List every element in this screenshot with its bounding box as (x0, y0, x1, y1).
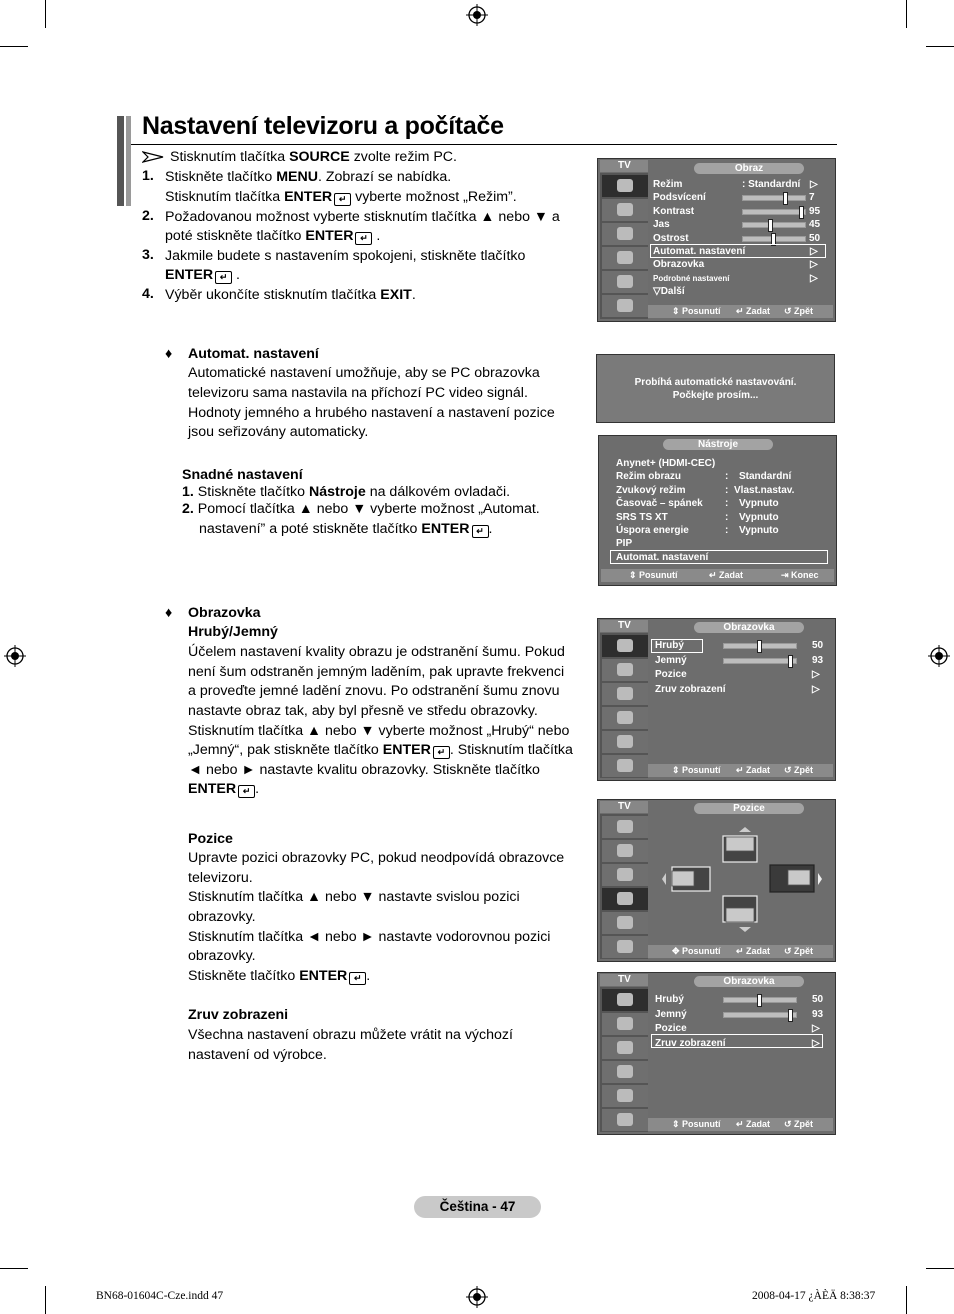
osd-row-separator: : (725, 498, 729, 510)
paragraph-line: Upravte pozici obrazovky PC, pokud neodpovídá obrazovce (188, 850, 565, 866)
application-icon (602, 936, 648, 958)
footer-move: ⇕ Posunutí (672, 306, 721, 316)
osd-slider-knob (757, 994, 762, 1007)
osd-slider-knob (788, 1009, 793, 1022)
osd-row-separator: : (725, 525, 729, 536)
paragraph-line: a proveďte jemné ladění znovu. Po odstranění šumu znovu (188, 683, 560, 699)
picture-icon (602, 175, 648, 197)
input-icon (602, 912, 648, 934)
osd-footer (648, 945, 833, 958)
osd-row-value: 50 (812, 640, 824, 651)
paragraph-line: Hodnoty jemného a hrubého nastavení a nastavení pozice (188, 405, 555, 421)
crop-mark (45, 0, 46, 28)
paragraph-line: jsou seřizovány automaticky. (188, 424, 369, 440)
message-line: Počkejte prosím... (672, 390, 759, 401)
paragraph-line: televizoru sama nastavila na příchozí PC video signál. (188, 385, 528, 401)
application-icon (602, 755, 648, 777)
osd-row-label: Anynet+ (HDMI-CEC) (616, 458, 716, 469)
osd-row-label: Ostrost (653, 232, 689, 244)
osd-slider-track (742, 195, 806, 201)
title-accent-bar (117, 116, 124, 206)
enter-key-icon: ↵ (215, 271, 232, 284)
osd-row-value: Vlast.nastav. (734, 484, 795, 496)
enter-key-icon: ↵ (334, 193, 351, 206)
osd-row-label: Režim obrazu (616, 471, 682, 483)
step-text: Požadovanou možnost vyberte stisknutím tlačítka ▲ nebo ▼ a (165, 209, 560, 225)
osd-row-value: 45 (809, 219, 821, 231)
osd-row-label: Automat. nastavení (653, 246, 746, 257)
paragraph-line: Účelem nastavení kvality obrazu je odstranění šumu. Pokud (188, 644, 565, 660)
osd-screen-menu (597, 618, 836, 781)
osd-row-label: Automat. nastavení (616, 551, 709, 563)
step-text: Stisknutím tlačítka ENTER ↵ vyberte možnost „Režim”. (165, 189, 517, 205)
osd-title: Obrazovka (694, 622, 804, 633)
settings-icon (602, 247, 648, 269)
paragraph-line: obrazovky. (188, 909, 256, 925)
submenu-arrow-icon: ▷ (812, 683, 820, 695)
subsection-heading: Pozice (188, 831, 233, 847)
step-text: Jakmile budete s nastavením spokojeni, stiskněte tlačítko (165, 248, 526, 264)
registration-mark-icon (4, 645, 26, 667)
print-footer-right: 2008-04-17 ¿ÀÈÄ 8:38:37 (752, 1290, 876, 1302)
osd-slider-knob (783, 192, 788, 205)
footer-back: ↺ Zpět (784, 946, 814, 956)
channel-icon (602, 223, 648, 245)
osd-screen-menu-reset (597, 972, 836, 1135)
footer-back: ↺ Zpět (784, 306, 814, 316)
osd-auto-adjust-message (596, 354, 835, 423)
intro-line: Stisknutím tlačítka SOURCE zvolte režim PC. (170, 149, 457, 165)
osd-row-label: Zruv zobrazení (655, 1037, 726, 1049)
osd-row-label: Obrazovka (653, 259, 705, 271)
osd-row-label: Režim (653, 179, 683, 190)
osd-row-label: Podrobné nastavení (653, 273, 730, 283)
subsection-heading: Snadné nastavení (182, 467, 303, 483)
subsection-heading: Hrubý/Jemný (188, 624, 278, 640)
osd-picture-menu (597, 158, 836, 322)
section-heading: Obrazovka (188, 605, 261, 621)
easy-step: nastavení” a poté stiskněte tlačítko ENTER ↵ . (199, 521, 493, 537)
paragraph-line: televizoru. (188, 870, 253, 886)
channel-icon (602, 1037, 648, 1059)
osd-row-label: Zruv zobrazení (655, 683, 726, 695)
osd-sidebar (600, 814, 648, 959)
step-number: 1. (142, 168, 154, 184)
step-number: 2. (142, 208, 154, 224)
osd-row-label: Kontrast (653, 205, 695, 217)
registration-mark-icon (466, 1286, 488, 1308)
osd-row-label: Jas (653, 219, 670, 231)
osd-footer (601, 569, 834, 582)
osd-selection-highlight (610, 550, 828, 564)
footer-back: ↺ Zpět (784, 765, 814, 775)
application-icon (602, 295, 648, 317)
osd-title: Nástroje (663, 439, 773, 450)
paragraph-line: obrazovky. (188, 948, 256, 964)
easy-step: 2. Pomocí tlačítka ▲ nebo ▼ vyberte možnost „Automat. (182, 501, 540, 517)
step-text: ENTER ↵ . (165, 267, 240, 283)
paragraph-line: Stisknutím tlačítka ◄ nebo ► nastavte vodorovnou pozici (188, 929, 551, 945)
easy-step: 1. Stiskněte tlačítko Nástroje na dálkovém ovladači. (182, 484, 511, 500)
osd-position-menu (597, 799, 836, 962)
osd-title: Obraz (694, 163, 804, 174)
section-heading: Automat. nastavení (188, 346, 319, 362)
step-number: 3. (142, 247, 154, 263)
footer-enter: ↵ Zadat (736, 306, 771, 316)
title-accent-bar (126, 116, 131, 206)
crop-mark (906, 0, 907, 28)
footer-enter: ↵ Zadat (736, 765, 771, 775)
paragraph-line: Všechna nastavení obrazu můžete vrátit na výchozí (188, 1027, 513, 1043)
osd-title: Obrazovka (694, 976, 804, 987)
input-icon (602, 731, 648, 753)
sound-icon (602, 1013, 648, 1035)
osd-sidebar (600, 987, 648, 1132)
osd-tools-menu (598, 435, 837, 586)
osd-row-label: Pozice (655, 669, 687, 680)
osd-footer (648, 1118, 833, 1131)
channel-icon (602, 683, 648, 705)
crop-mark (0, 46, 28, 47)
bullet: ♦ (165, 605, 173, 621)
footer-move: ⇕ Posunutí (672, 1119, 721, 1129)
enter-key-icon: ↵ (355, 232, 372, 245)
pointer-arrow-icon (142, 150, 164, 168)
osd-tv-label: TV (600, 160, 648, 172)
paragraph-line: nastavení od výrobce. (188, 1047, 327, 1063)
crop-mark (45, 1286, 46, 1314)
message-line: Probíhá automatické nastavování. (634, 377, 797, 388)
osd-row-value: Vypnuto (739, 511, 779, 523)
registration-mark-icon (928, 645, 950, 667)
channel-icon (602, 864, 648, 886)
osd-slider-knob (768, 219, 773, 232)
osd-slider-knob (799, 206, 804, 219)
osd-row-value: Vypnuto (739, 498, 779, 510)
paragraph-line: Automatické nastavení umožňuje, aby se PC obrazovka (188, 365, 540, 381)
osd-row-value: 95 (809, 205, 821, 217)
step-text: Výběr ukončíte stisknutím tlačítka EXIT. (165, 287, 416, 303)
osd-row-label: ▽Další (653, 286, 685, 298)
submenu-arrow-icon: ▷ (812, 1023, 820, 1034)
paragraph-line: Stisknutím tlačítka ▲ nebo ▼ vyberte možnost „Hrubý“ nebo (188, 723, 570, 739)
osd-slider-track (742, 222, 806, 228)
enter-key-icon: ↵ (472, 525, 489, 538)
paragraph-line: Stiskněte tlačítko ENTER ↵ . (188, 968, 371, 984)
crop-mark (926, 1268, 954, 1269)
osd-row-label: Jemný (655, 654, 687, 666)
osd-row-label: Úspora energie (616, 525, 689, 536)
footer-move: ⇕ Posunutí (672, 765, 721, 775)
title-rule (131, 144, 837, 145)
footer-enter: ↵ Zadat (709, 570, 744, 580)
osd-row-separator: : (725, 511, 729, 523)
input-icon (602, 1085, 648, 1107)
sound-icon (602, 659, 648, 681)
sound-icon (602, 840, 648, 862)
osd-slider-track (723, 658, 797, 664)
crop-mark (926, 46, 954, 47)
osd-row-value: 50 (809, 232, 821, 244)
paragraph-line: „Jemný“, pak stiskněte tlačítko ENTER ↵ . Stisknutím tlačítka (188, 742, 573, 758)
osd-slider-track (742, 209, 806, 215)
footer-move: ✥ Posunutí (672, 946, 721, 956)
osd-slider-track (723, 1012, 797, 1018)
settings-icon (602, 888, 648, 910)
osd-row-label: Zvukový režim (616, 484, 686, 496)
application-icon (602, 1109, 648, 1131)
paragraph-line: ENTER ↵ . (188, 781, 260, 797)
osd-row-label: PIP (616, 538, 633, 550)
footer-enter: ↵ Zadat (736, 946, 771, 956)
osd-tv-label: TV (600, 974, 648, 986)
osd-row-value: 50 (812, 994, 824, 1005)
osd-row-label: SRS TS XT (616, 511, 668, 523)
settings-icon (602, 1061, 648, 1083)
submenu-arrow-icon: ▷ (812, 669, 820, 680)
step-text: poté stiskněte tlačítko ENTER ↵ . (165, 228, 381, 244)
bullet: ♦ (165, 346, 173, 362)
submenu-arrow-icon: ▷ (810, 259, 818, 271)
paragraph-line: nastavte obraz tak, aby byl přesně ve středu obrazovky. (188, 703, 538, 719)
picture-icon (602, 635, 648, 657)
sound-icon (602, 199, 648, 221)
osd-footer (648, 764, 833, 777)
osd-footer (648, 305, 833, 318)
osd-row-label: Podsvícení (653, 192, 706, 204)
page-title: Nastavení televizoru a počítače (142, 112, 504, 140)
input-icon (602, 271, 648, 293)
osd-selection-highlight (651, 1034, 823, 1048)
submenu-arrow-icon: ▷ (812, 1037, 820, 1049)
osd-row-value: Standardní (739, 471, 792, 483)
enter-key-icon: ↵ (349, 972, 366, 985)
registration-mark-icon (466, 4, 488, 26)
paragraph-line: ◄ nebo ► nastavte kvalitu obrazovky. Stiskněte tlačítko (188, 762, 540, 778)
osd-row-label: Jemný (655, 1008, 687, 1020)
submenu-arrow-icon: ▷ (810, 272, 818, 284)
footer-enter: ↵ Zadat (736, 1119, 771, 1129)
crop-mark (906, 1286, 907, 1314)
paragraph-line: Stisknutím tlačítka ▲ nebo ▼ nastavte svislou pozici (188, 889, 520, 905)
settings-icon (602, 707, 648, 729)
page-number-badge: Čeština - 47 (414, 1196, 541, 1218)
osd-slider-knob (757, 640, 762, 653)
osd-row-label: Pozice (655, 1023, 687, 1034)
osd-selection-highlight (650, 244, 826, 258)
subsection-heading: Zruv zobrazeni (188, 1007, 289, 1023)
osd-row-separator: : (725, 471, 729, 483)
osd-tv-label: TV (600, 801, 648, 813)
footer-exit: ⇥ Konec (781, 570, 819, 580)
footer-back: ↺ Zpět (784, 1119, 814, 1129)
print-footer-left: BN68-01604C-Cze.indd 47 (96, 1290, 224, 1302)
osd-row-value: 93 (812, 1008, 824, 1020)
osd-selection-highlight (651, 639, 703, 653)
osd-row-value: : Standardní (742, 179, 801, 190)
paragraph-line: není šum odstraněn jemným laděním, pak upravte frekvenci (188, 664, 565, 680)
submenu-arrow-icon: ▷ (810, 179, 818, 190)
enter-key-icon: ↵ (433, 746, 450, 759)
osd-row-value: 93 (812, 654, 824, 666)
osd-title: Pozice (694, 803, 804, 814)
osd-row-label: Časovač – spánek (616, 498, 703, 510)
enter-key-icon: ↵ (238, 785, 255, 798)
picture-icon (602, 989, 648, 1011)
submenu-arrow-icon: ▷ (810, 246, 818, 257)
osd-sidebar (600, 633, 648, 778)
picture-icon (602, 816, 648, 838)
position-diagram (660, 824, 830, 944)
osd-slider-knob (788, 655, 793, 668)
osd-sidebar (600, 173, 648, 319)
step-number: 4. (142, 286, 154, 302)
osd-tv-label: TV (600, 620, 648, 632)
osd-row-value: 7 (809, 192, 815, 204)
crop-mark (0, 1268, 28, 1269)
osd-row-value: Vypnuto (739, 525, 779, 536)
footer-move: ⇕ Posunutí (629, 570, 678, 580)
osd-row-label: Hrubý (655, 994, 684, 1005)
osd-row-label: Hrubý (655, 640, 684, 651)
step-text: Stiskněte tlačítko MENU. Zobrazí se nabídka. (165, 169, 452, 185)
osd-row-separator: : (725, 484, 729, 496)
